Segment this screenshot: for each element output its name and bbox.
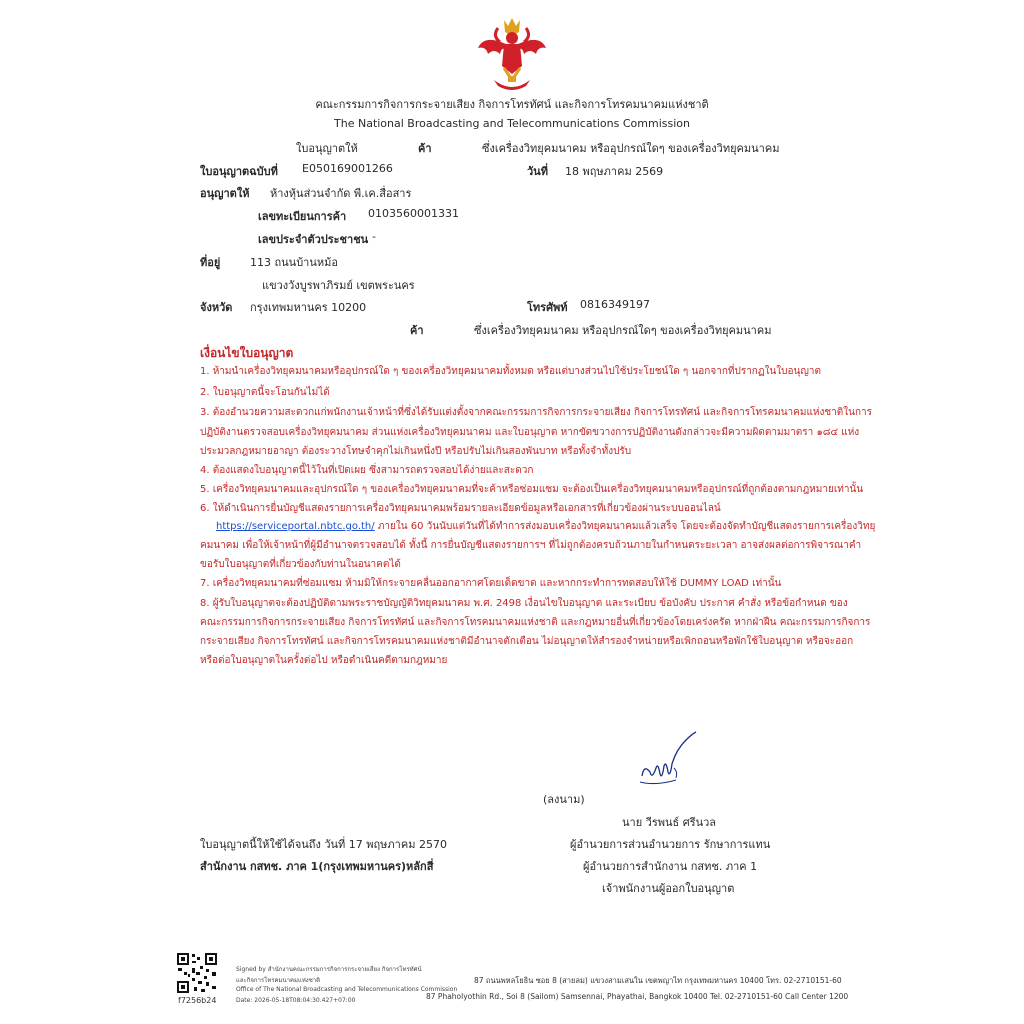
footer-address-thai: 87 ถนนพหลโยธิน ซอย 8 (สายลม) แขวงสามเสนใน เขตพญาไท กรุงเทพมหานคร 10400 โทร. 02-2710151-60 bbox=[474, 976, 842, 985]
signed-by-line-2: และกิจการโทรคมนาคมแห่งชาติ bbox=[236, 977, 321, 984]
condition-line: คมนาคม เพื่อให้เจ้าหน้าที่ผู้มีอำนาจตรวจสอบได้ ทั้งนี้ การยื่นบัญชีแสดงรายการฯ ที่ไม่ถูกต้องครบถ้วนภายในกำหนดระยะเวลา อาจส่งผลต่อการพิจารณาคำ bbox=[200, 540, 862, 551]
province-value: กรุงเทพมหานคร 10200 bbox=[250, 301, 367, 314]
condition-line: 7. เครื่องวิทยุคมนาคมที่ซ่อมแซม ห้ามมิให้กระจายคลื่นออกอากาศโดยเด็ดขาด และหากกระทำการทดสอบให้ใช้ DUMMY LOAD เท่านั้น bbox=[200, 578, 782, 589]
signed-by-line-1: Signed by สำนักงานคณะกรรมการกิจการกระจายเสียง กิจการโทรทัศน์ bbox=[236, 966, 422, 973]
condition-line: ประมวลกฎหมายอาญา ต้องระวางโทษจำคุกไม่เกินหนึ่งปี หรือปรับไม่เกินสองพันบาท หรือทั้งจำทั้งปรับ bbox=[200, 446, 632, 457]
condition-line: 1. ห้ามนำเครื่องวิทยุคมนาคมหรืออุปกรณ์ใด ๆ ของเครื่องวิทยุคมนาคมทั้งหมด หรือแต่บางส่วนไปใช้ประโยชน์ใด ๆ นอกจากที่ปรากฏในใบอนุญาต bbox=[200, 366, 821, 377]
conditions-title: เงื่อนไขใบอนุญาต bbox=[200, 346, 294, 360]
license-number-label: ใบอนุญาตฉบับที่ bbox=[200, 165, 278, 178]
agency-name-thai: คณะกรรมการกิจการกระจายเสียง กิจการโทรทัศน์ และกิจการโทรคมนาคมแห่งชาติ bbox=[315, 98, 709, 111]
qr-code-id: f7256b24 bbox=[178, 996, 217, 1005]
condition-line: 6. ให้ดำเนินการยื่นบัญชีแสดงรายการเครื่องวิทยุคมนาคมพร้อมรายละเอียดข้อมูลหรือเอกสารที่เกี่ยวข้องผ่านระบบออนไลน์ bbox=[200, 503, 721, 514]
trade-registration-value: 0103560001331 bbox=[368, 207, 459, 220]
condition-line-with-link bbox=[216, 519, 875, 534]
condition-line: 8. ผู้รับใบอนุญาตจะต้องปฏิบัติตามพระราชบัญญัติวิทยุคมนาคม พ.ศ. 2498 เงื่อนไขใบอนุญาต และระเบียบ ข้อบังคับ ประกาศ คำสั่ง หรือข้อกำหนด ของ bbox=[200, 598, 848, 609]
license-for-type: ค้า bbox=[418, 142, 432, 155]
condition-line-6b: ภายใน 60 วันนับแต่วันที่ได้ทำการส่งมอบเครื่องวิทยุคมนาคมแล้วเสร็จ โดยจะต้องจัดทำบัญชีแสดงรายการเครื่องวิทยุ bbox=[374, 521, 876, 532]
condition-line: ปฏิบัติงานตรวจสอบเครื่องวิทยุคมนาคม ส่วนแห่งเครื่องวิทยุคมนาคม และใบอนุญาต หากขัดขวางการปฏิบัติงานดังกล่าวจะมีความผิดตามมาตรา ๑๘๔ แห่ง bbox=[200, 427, 860, 438]
agency-name-english: The National Broadcasting and Telecommunications Commission bbox=[334, 117, 690, 130]
license-number-value: E050169001266 bbox=[302, 162, 393, 175]
phone-value: 0816349197 bbox=[580, 298, 650, 311]
activity-type: ค้า bbox=[410, 324, 424, 337]
trade-registration-label: เลขทะเบียนการค้า bbox=[258, 210, 347, 223]
signer-name: นาย วีรพนธ์ ศรีนวล bbox=[622, 816, 717, 829]
signer-title-1: ผู้อำนวยการส่วนอำนวยการ รักษาการแทน bbox=[570, 838, 771, 851]
signed-by-line-3: Office of The National Broadcasting and Telecommunications Commission bbox=[236, 986, 458, 993]
condition-line: กระจายเสียง กิจการโทรทัศน์ และกิจการโทรคมนาคมแห่งชาติมีอำนาจตักเตือน ไม่อนุญาตให้สำรองจำหน่ายหรือเพิกถอนหรือพักใช้ใบอนุญาต หรือจะออก bbox=[200, 636, 854, 647]
license-for-description: ซึ่งเครื่องวิทยุคมนาคม หรืออุปกรณ์ใดๆ ของเครื่องวิทยุคมนาคม bbox=[482, 142, 780, 155]
license-date-value: 18 พฤษภาคม 2569 bbox=[565, 165, 664, 178]
condition-line: หรือต่อใบอนุญาตในครั้งต่อไป หรือดำเนินคดีตามกฎหมาย bbox=[200, 655, 448, 666]
condition-line: ขอรับใบอนุญาตที่เกี่ยวข้องกับท่านในอนาคตได้ bbox=[200, 559, 401, 570]
license-for-label: ใบอนุญาตให้ bbox=[296, 142, 358, 155]
footer-address-english: 87 Phaholyothin Rd., Soi 8 (Sailom) Samsennai, Phayathai, Bangkok 10400 Tel. 02-2710151-60 Call Center 1200 bbox=[426, 992, 849, 1001]
address-line-2: แขวงวังบูรพาภิรมย์ เขตพระนคร bbox=[262, 279, 415, 292]
qr-code[interactable] bbox=[176, 952, 218, 994]
phone-label: โทรศัพท์ bbox=[527, 301, 568, 314]
condition-line: 2. ใบอนุญาตนี้จะโอนกันไม่ได้ bbox=[200, 387, 330, 398]
signer-title-3: เจ้าพนักงานผู้ออกใบอนุญาต bbox=[602, 882, 735, 895]
signed-date: Date: 2026-05-18T08:04:30.427+07:00 bbox=[236, 997, 356, 1004]
activity-description: ซึ่งเครื่องวิทยุคมนาคม หรืออุปกรณ์ใดๆ ของเครื่องวิทยุคมนาคม bbox=[474, 324, 772, 337]
handwritten-signature bbox=[636, 728, 706, 790]
valid-until: ใบอนุญาตนี้ให้ใช้ได้จนถึง วันที่ 17 พฤษภาคม 2570 bbox=[200, 838, 447, 851]
address-label: ที่อยู่ bbox=[200, 256, 221, 269]
province-label: จังหวัด bbox=[200, 301, 233, 314]
grantee-value: ห้างหุ้นส่วนจำกัด พี.เค.สื่อสาร bbox=[270, 187, 412, 200]
condition-line: 4. ต้องแสดงใบอนุญาตนี้ไว้ในที่เปิดเผย ซึ่งสามารถตรวจสอบได้ง่ายและสะดวก bbox=[200, 465, 534, 476]
signer-title-2: ผู้อำนวยการสำนักงาน กสทช. ภาค 1 bbox=[583, 860, 758, 873]
citizen-id-value: - bbox=[372, 230, 376, 243]
citizen-id-label: เลขประจำตัวประชาชน bbox=[258, 233, 369, 246]
condition-line: 5. เครื่องวิทยุคมนาคมและอุปกรณ์ใด ๆ ของเครื่องวิทยุคมนาคมที่จะค้าหรือซ่อมแซม จะต้องเป็นเครื่องวิทยุคมนาคมหรืออุปกรณ์ที่ถูกต้องตามกฎหมายเท่านั้น bbox=[200, 484, 864, 495]
service-portal-link[interactable]: https://serviceportal.nbtc.go.th/ bbox=[216, 521, 375, 532]
grantee-label: อนุญาตให้ bbox=[200, 187, 250, 200]
signed-label: (ลงนาม) bbox=[543, 793, 585, 806]
garuda-emblem bbox=[474, 14, 550, 92]
condition-line: 3. ต้องอำนวยความสะดวกแก่พนักงานเจ้าหน้าที่ซึ่งได้รับแต่งตั้งจากคณะกรรมการกิจการกระจายเสียง กิจการโทรทัศน์ และกิจการโทรคมนาคมแห่งชาติในการ bbox=[200, 407, 873, 418]
address-line-1: 113 ถนนบ้านหม้อ bbox=[250, 256, 338, 269]
issuing-office: สำนักงาน กสทช. ภาค 1(กรุงเทพมหานคร)หลักสี่ bbox=[200, 860, 434, 873]
condition-line: คณะกรรมการกิจการกระจายเสียง กิจการโทรทัศน์ และกิจการโทรคมนาคมแห่งชาติ และกฎหมายอื่นที่เกี่ยวข้องโดยเคร่งครัด หากฝ่าฝืน คณะกรรมการกิจการ bbox=[200, 617, 871, 628]
license-date-label: วันที่ bbox=[527, 165, 548, 178]
